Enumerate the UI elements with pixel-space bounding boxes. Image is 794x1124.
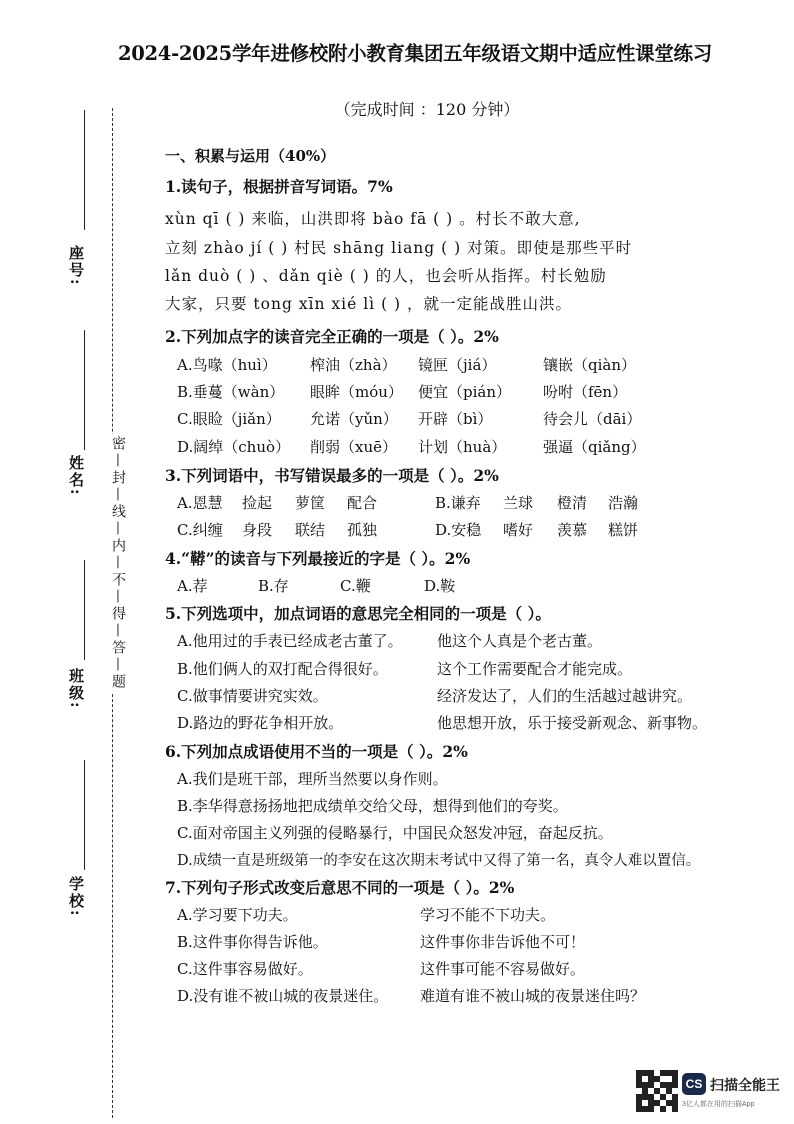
q5-option: 他这个人真是个老古董。 — [437, 632, 603, 650]
q5-option: B.他们俩人的双打配合得很好。 — [177, 660, 388, 678]
q5-option: 这个工作需要配合才能完成。 — [437, 660, 633, 678]
q6-option: A.我们是班干部，理所当然要以身作则。 — [177, 770, 448, 788]
class-label: 班级: — [67, 668, 85, 710]
school-blank[interactable] — [84, 760, 85, 870]
exam-time: （完成时间 ：120 分钟） — [334, 100, 520, 119]
q7-option: C.这件事容易做好。 — [177, 960, 313, 978]
q3-option: 嗜好 — [503, 521, 534, 539]
q2-option: 计划（huà） — [418, 438, 507, 456]
q3-option: 糕饼 — [608, 521, 639, 539]
q1-line: 大家，只要 tong xīn xié lì ( ) ，就一定能战胜山洪。 — [165, 295, 573, 313]
q7-option: 难道有谁不被山城的夜景迷住吗？ — [420, 987, 646, 1005]
q3-stem: 3.下列词语中，书写错误最多的一项是（ ）。2% — [165, 466, 499, 485]
q3-option: A.恩慧 — [177, 494, 223, 512]
q3-option: 联结 — [295, 521, 326, 539]
q4-option: A.荐 — [177, 577, 208, 595]
q2-option: 允诺（yǔn） — [310, 410, 398, 428]
q3-option: C.纠缠 — [177, 521, 223, 539]
q2-option: C.眼睑（jiǎn） — [177, 410, 281, 428]
qr-code-icon — [636, 1070, 678, 1112]
q2-option: D.阔绰（chuò） — [177, 438, 291, 456]
q4-stem: 4.“鞯”的读音与下列最接近的字是（ ）。2% — [165, 549, 471, 568]
seal-notice: 密—封—线—内—不—得—答—题 — [110, 436, 126, 691]
q5-option: 他思想开放，乐于接受新观念、新事物。 — [437, 714, 708, 732]
seat-label: 座号: — [67, 245, 85, 287]
q7-option: 学习不能不下功夫。 — [420, 906, 556, 924]
q2-option: 开辟（bì） — [418, 410, 493, 428]
q3-option: B.谦弃 — [435, 494, 481, 512]
q2-option: 榨油（zhà） — [310, 356, 397, 374]
q2-stem: 2.下列加点字的读音完全正确的一项是（ ）。2% — [165, 327, 499, 346]
camscanner-logo-icon: CS — [682, 1073, 706, 1095]
q1-line: xùn qī ( ) 来临，山洪即将 bào fā ( ) 。村长不敢大意, — [165, 210, 581, 228]
q1-stem: 1.读句子，根据拼音写词语。7% — [165, 177, 393, 196]
q3-option: 配合 — [347, 494, 378, 512]
q2-option: 眼眸（móu） — [310, 383, 403, 401]
q3-option: 身段 — [242, 521, 273, 539]
exam-title: 2024-2025学年进修校附小教育集团五年级语文期中适应性课堂练习 — [118, 42, 712, 65]
q7-option: D.没有谁不被山城的夜景迷住。 — [177, 987, 389, 1005]
q3-option: 浩瀚 — [608, 494, 639, 512]
q3-option: 孤独 — [347, 521, 378, 539]
q2-option: 待会儿（dāi） — [543, 410, 642, 428]
name-blank[interactable] — [84, 330, 85, 450]
q2-option: 削弱（xuē） — [310, 438, 397, 456]
q4-option: C.鞭 — [340, 577, 371, 595]
name-label: 姓名: — [67, 455, 85, 497]
q5-option: C.做事情要讲究实效。 — [177, 687, 328, 705]
q7-option: B.这件事你得告诉他。 — [177, 933, 328, 951]
q2-option: 吩咐（fēn） — [543, 383, 628, 401]
scanner-app-name: 扫描全能王 — [710, 1077, 780, 1093]
q6-option: B.李华得意扬扬地把成绩单交给父母，想得到他们的夸奖。 — [177, 797, 568, 815]
q3-option: 萝筐 — [295, 494, 326, 512]
q5-option: A.他用过的手表已经成老古董了。 — [177, 632, 403, 650]
q3-option: D.安稳 — [435, 521, 482, 539]
q7-option: A.学习要下功夫。 — [177, 906, 298, 924]
q4-option: D.鞍 — [424, 577, 456, 595]
q1-line: lǎn duò ( ) 、dǎn qiè ( ) 的人，也会听从指挥。村长勉励 — [165, 267, 607, 285]
q3-option: 捡起 — [242, 494, 273, 512]
q6-option: C.面对帝国主义列强的侵略暴行，中国民众怒发冲冠，奋起反抗。 — [177, 824, 613, 842]
school-label: 学校: — [67, 876, 85, 918]
q2-option: A.鸟喙（huì） — [177, 356, 277, 374]
q7-stem: 7.下列句子形式改变后意思不同的一项是（ ）。2% — [165, 878, 515, 897]
q7-option: 这件事可能不容易做好。 — [420, 960, 586, 978]
scanner-tagline: 3亿人都在用的扫描App — [682, 1101, 755, 1108]
q5-stem: 5.下列选项中，加点词语的意思完全相同的一项是（ ）。 — [165, 604, 551, 623]
q2-option: 强逼（qiǎng） — [543, 438, 646, 456]
q1-line: 立刻 zhào jí ( ) 村民 shāng liang ( ) 对策。即使是那些平时 — [165, 239, 633, 257]
q6-stem: 6.下列加点成语使用不当的一项是（ ）。2% — [165, 742, 468, 761]
q2-option: 镶嵌（qiàn） — [543, 356, 637, 374]
q6-option: D.成绩一直是班级第一的李安在这次期末考试中又得了第一名，真令人难以置信。 — [177, 853, 701, 869]
q2-option: B.垂蔓（wàn） — [177, 383, 285, 401]
q2-option: 便宜（pián） — [418, 383, 512, 401]
q5-option: 经济发达了，人们的生活越过越讲究。 — [437, 687, 693, 705]
section-heading: 一、积累与运用（40%） — [165, 147, 336, 165]
q3-option: 兰球 — [503, 494, 534, 512]
q7-option: 这件事你非告诉他不可！ — [420, 933, 586, 951]
class-blank[interactable] — [84, 560, 85, 660]
seat-blank[interactable] — [84, 110, 85, 230]
q5-option: D.路边的野花争相开放。 — [177, 714, 344, 732]
q3-option: 羡慕 — [557, 521, 588, 539]
q3-option: 橙清 — [557, 494, 588, 512]
q4-option: B.存 — [258, 577, 289, 595]
q2-option: 镜匣（jiá） — [418, 356, 497, 374]
